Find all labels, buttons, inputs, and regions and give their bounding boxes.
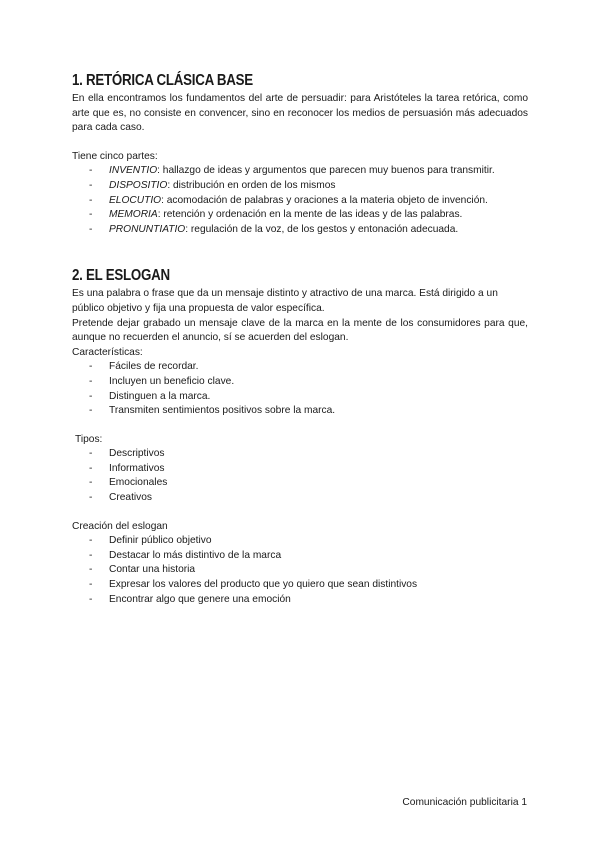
list-item: - Incluyen un beneficio clave. — [72, 375, 528, 390]
section-2-para-1: Es una palabra o frase que da un mensaje distinto y atractivo de una marca. Está dirigido a un público objetivo y fija una propuesta de valor específica. — [72, 288, 498, 314]
types-list — [72, 447, 528, 505]
list-item: - Encontrar algo que genere una emoción — [72, 593, 528, 608]
list-item: - Creativos — [72, 491, 528, 506]
features-list — [72, 360, 528, 418]
list-item: - Destacar lo más distintivo de la marca — [72, 549, 528, 564]
list-item: - Expresar los valores del producto que yo quiero que sean distintivos — [72, 578, 528, 593]
page-footer: Comunicación publicitaria 1 — [402, 797, 527, 808]
list-item: - Informativos — [72, 462, 528, 477]
creation-list — [72, 534, 528, 607]
features-label: Características: — [72, 346, 143, 358]
list-item: - INVENTIO: hallazgo de ideas y argumentos que parecen muy buenos para transmitir. — [72, 164, 528, 179]
section-1-intro: En ella encontramos los fundamentos del arte de persuadir: para Aristóteles la tarea retórica, como arte que es, no consiste en convencer, sino en reconocer los medios de persuasión más adecuados para cada caso. — [72, 93, 528, 134]
list-item: - Fáciles de recordar. — [72, 360, 528, 375]
list-item: - Transmiten sentimientos positivos sobre la marca. — [72, 404, 528, 419]
list-item: - ELOCUTIO: acomodación de palabras y oraciones a la materia objeto de invención. — [72, 194, 528, 209]
parts-list — [72, 164, 528, 237]
section-1-title: 1. RETÓRICA CLÁSICA BASE — [72, 72, 253, 89]
document-page — [72, 72, 528, 607]
list-item: - Distinguen a la marca. — [72, 390, 528, 405]
list-item: - PRONUNTIATIO: regulación de la voz, de los gestos y entonación adecuada. — [72, 223, 528, 238]
list-item: - DISPOSITIO: distribución en orden de los mismos — [72, 179, 528, 194]
parts-label: Tiene cinco partes: — [72, 150, 158, 162]
types-label: Tipos: — [75, 433, 103, 445]
list-item: - Definir público objetivo — [72, 534, 528, 549]
list-item: - Emocionales — [72, 476, 528, 491]
creation-label: Creación del eslogan — [72, 520, 168, 532]
section-2-title: 2. EL ESLOGAN — [72, 267, 170, 285]
list-item: - Descriptivos — [72, 447, 528, 462]
list-item: - MEMORIA: retención y ordenación en la mente de las ideas y de las palabras. — [72, 208, 528, 223]
list-item: - Contar una historia — [72, 563, 528, 578]
section-2-para-2: Pretende dejar grabado un mensaje clave de la marca en la mente de los consumidores para que, aunque no recuerden el anuncio, sí se acuerden del eslogan. — [72, 317, 528, 344]
